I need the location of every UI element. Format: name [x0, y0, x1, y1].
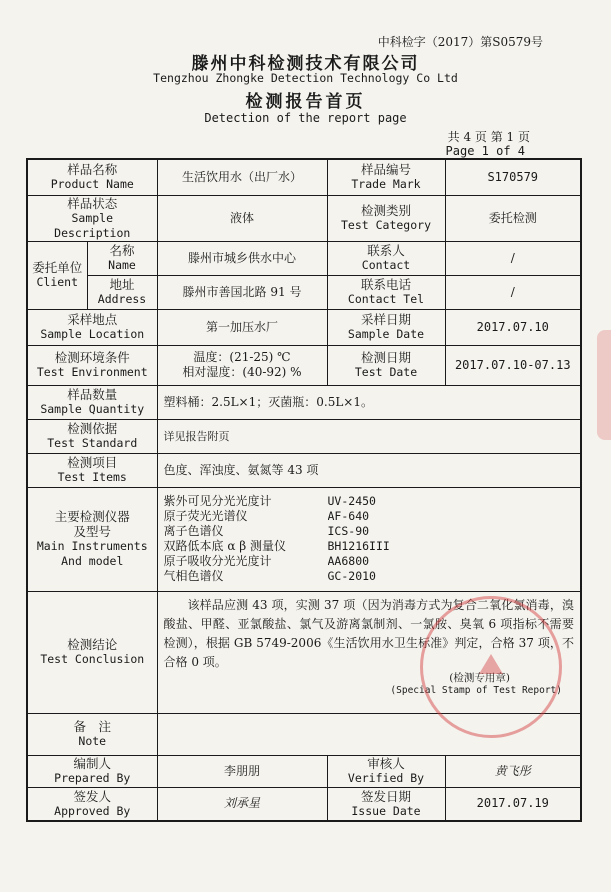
instrument-row: [164, 539, 578, 554]
label-address-cn: 地址: [109, 277, 135, 292]
label-note-en: Note: [78, 734, 107, 748]
instrument-model: ICS-90: [327, 524, 370, 538]
page-indicator-cn: 共 4 页 第 1 页: [447, 130, 530, 144]
label-verified-by-cn: 审核人: [367, 756, 405, 771]
instrument-name: 气相色谱仪: [163, 569, 224, 583]
verifier-signature: 黄飞彤: [445, 755, 581, 787]
value-address: 滕州市善国北路 91 号: [157, 275, 327, 309]
instrument-name: 原子吸收分光光度计: [163, 554, 272, 568]
label-test-env-cn: 检测环境条件: [54, 350, 130, 365]
label-prepared-by-en: Prepared By: [54, 771, 131, 785]
value-issue-date: 2017.07.19: [445, 787, 581, 821]
report-number: 中科检字（2017）第S0579号: [377, 35, 543, 49]
instrument-name: 紫外可见分光光度计: [163, 494, 272, 508]
value-sample-qty: 塑料桶：2.5L×1；灭菌瓶：0.5L×1。: [157, 385, 581, 419]
label-test-env-en: Test Environment: [36, 365, 148, 379]
value-sample-location: 第一加压水厂: [157, 309, 327, 345]
value-contact: /: [445, 241, 581, 275]
company-name-cn: 滕州中科检测技术有限公司: [191, 54, 420, 74]
row-test-items: [27, 453, 581, 487]
label-approved-by-cn: 签发人: [73, 788, 111, 804]
instrument-model: GC-2010: [327, 569, 376, 583]
value-sample-desc: 液体: [157, 195, 327, 241]
label-note-cn: 备 注: [73, 719, 111, 734]
label-sample-qty-cn: 样品数量: [67, 387, 118, 402]
label-contact-tel-en: Contact Tel: [347, 292, 425, 306]
label-test-date-en: Test Date: [354, 365, 418, 379]
value-temperature: 温度：(21-25) ℃: [193, 350, 291, 364]
row-approved-issue: [27, 787, 581, 821]
label-prepared-by-cn: 编制人: [73, 756, 111, 771]
row-instruments: [27, 487, 581, 591]
value-test-date: 2017.07.10-07.13: [445, 345, 581, 385]
label-sample-desc-cn: 样品状态: [67, 195, 118, 211]
approver-signature: 刘承星: [157, 787, 327, 821]
label-sample-location-en: Sample Location: [40, 327, 145, 341]
instrument-name: 原子荧光光谱仪: [163, 509, 248, 523]
label-test-standard-cn: 检测依据: [67, 421, 118, 436]
value-contact-tel: /: [445, 275, 581, 309]
row-test-standard: [27, 419, 581, 453]
label-issue-date-cn: 签发日期: [360, 788, 411, 804]
company-name-en: Tengzhou Zhongke Detection Technology Co Ltd: [153, 71, 458, 85]
value-test-standard: 详见报告附页: [157, 419, 581, 453]
label-instruments-en-1: Main Instruments: [36, 539, 148, 553]
value-trade-mark: S170579: [445, 159, 581, 195]
label-instruments-cn-1: 主要检测仪器: [54, 509, 130, 524]
value-prepared-by: 李朋朋: [157, 755, 327, 787]
label-product-name-cn: 样品名称: [67, 162, 118, 178]
label-instruments-en-2: And model: [61, 554, 124, 568]
label-client-name-en: Name: [108, 258, 136, 272]
row-sample-location: [27, 309, 581, 345]
instrument-row: [164, 524, 578, 539]
row-client-address: [27, 275, 581, 309]
label-address-en: Address: [97, 292, 147, 306]
label-issue-date-en: Issue Date: [351, 803, 421, 818]
value-product-name: 生活饮用水（出厂水）: [157, 159, 327, 195]
instrument-name: 离子色谱仪: [163, 524, 224, 538]
label-client-name-cn: 名称: [109, 243, 135, 258]
instrument-model: AA6800: [327, 554, 370, 568]
row-product-name: [27, 159, 581, 195]
label-contact-tel-cn: 联系电话: [360, 277, 411, 292]
edge-seal-mark: [597, 330, 611, 440]
report-title-cn: 检测报告首页: [245, 92, 366, 112]
label-trade-mark-cn: 样品编号: [360, 162, 411, 178]
stamp-caption-en: (Special Stamp of Test Report): [390, 684, 562, 696]
instrument-row: [164, 509, 578, 524]
label-test-items-en: Test Items: [57, 470, 127, 484]
stamp-caption-cn: (检测专用章): [449, 671, 510, 684]
row-sample-description: [27, 195, 581, 241]
page-indicator-en: Page 1 of 4: [445, 144, 525, 158]
row-client-name: [27, 241, 581, 275]
label-client-en: Client: [36, 275, 79, 289]
value-test-items: 色度、浑浊度、氨氮等 43 项: [157, 453, 581, 487]
instrument-row: [164, 494, 578, 509]
label-trade-mark-en: Trade Mark: [351, 177, 421, 192]
report-title-en: Detection of the report page: [204, 111, 407, 125]
label-test-category-en: Test Category: [340, 218, 431, 232]
label-instruments-cn-2: 及型号: [73, 524, 111, 539]
label-test-items-cn: 检测项目: [67, 455, 118, 470]
label-sample-desc-en: Sample Description: [54, 210, 131, 240]
company-seal-stamp: [420, 596, 562, 738]
instrument-name: 双路低本底 α β 测量仪: [163, 539, 286, 553]
value-humidity: 相对湿度：(40-92) %: [182, 365, 302, 379]
label-sample-qty-en: Sample Quantity: [40, 402, 145, 416]
label-client-cn: 委托单位: [32, 260, 83, 275]
label-conclusion-cn: 检测结论: [67, 637, 118, 652]
instrument-model: UV-2450: [327, 494, 376, 508]
label-verified-by-en: Verified By: [347, 771, 425, 785]
label-sample-date-cn: 采样日期: [360, 312, 411, 327]
row-sample-quantity: [27, 385, 581, 419]
label-contact-en: Contact: [361, 258, 411, 272]
instrument-row: [164, 554, 578, 569]
label-test-standard-en: Test Standard: [47, 436, 138, 450]
instrument-list: [164, 494, 578, 584]
conclusion-text: 该样品应测 43 项，实测 37 项（因为消毒方式为复合二氧化氯消毒，溴酸盐、甲醛、亚氯酸盐、氯气及游离氯制剂、一氯胺、臭氧 6 项指标不需要检测），根据 GB 5749-2006《生活饮用水卫生标准》判定，合格 37 项，不合格 0 项。: [163, 597, 574, 669]
label-test-category-cn: 检测类别: [360, 203, 411, 218]
value-sample-date: 2017.07.10: [445, 309, 581, 345]
row-test-environment: [27, 345, 581, 385]
label-contact-cn: 联系人: [367, 243, 405, 258]
label-sample-location-cn: 采样地点: [67, 312, 118, 327]
seal-star-icon: [479, 654, 503, 674]
label-sample-date-en: Sample Date: [347, 327, 425, 341]
label-conclusion-en: Test Conclusion: [40, 652, 145, 666]
value-test-category: 委托检测: [445, 195, 581, 241]
label-test-date-cn: 检测日期: [360, 350, 411, 365]
label-product-name-en: Product Name: [50, 177, 134, 192]
row-prepared-verified: [27, 755, 581, 787]
instrument-model: AF-640: [327, 509, 370, 523]
instrument-model: BH1216III: [327, 539, 390, 553]
value-client-name: 滕州市城乡供水中心: [157, 241, 327, 275]
label-approved-by-en: Approved By: [54, 803, 131, 818]
instrument-row: [164, 569, 578, 584]
